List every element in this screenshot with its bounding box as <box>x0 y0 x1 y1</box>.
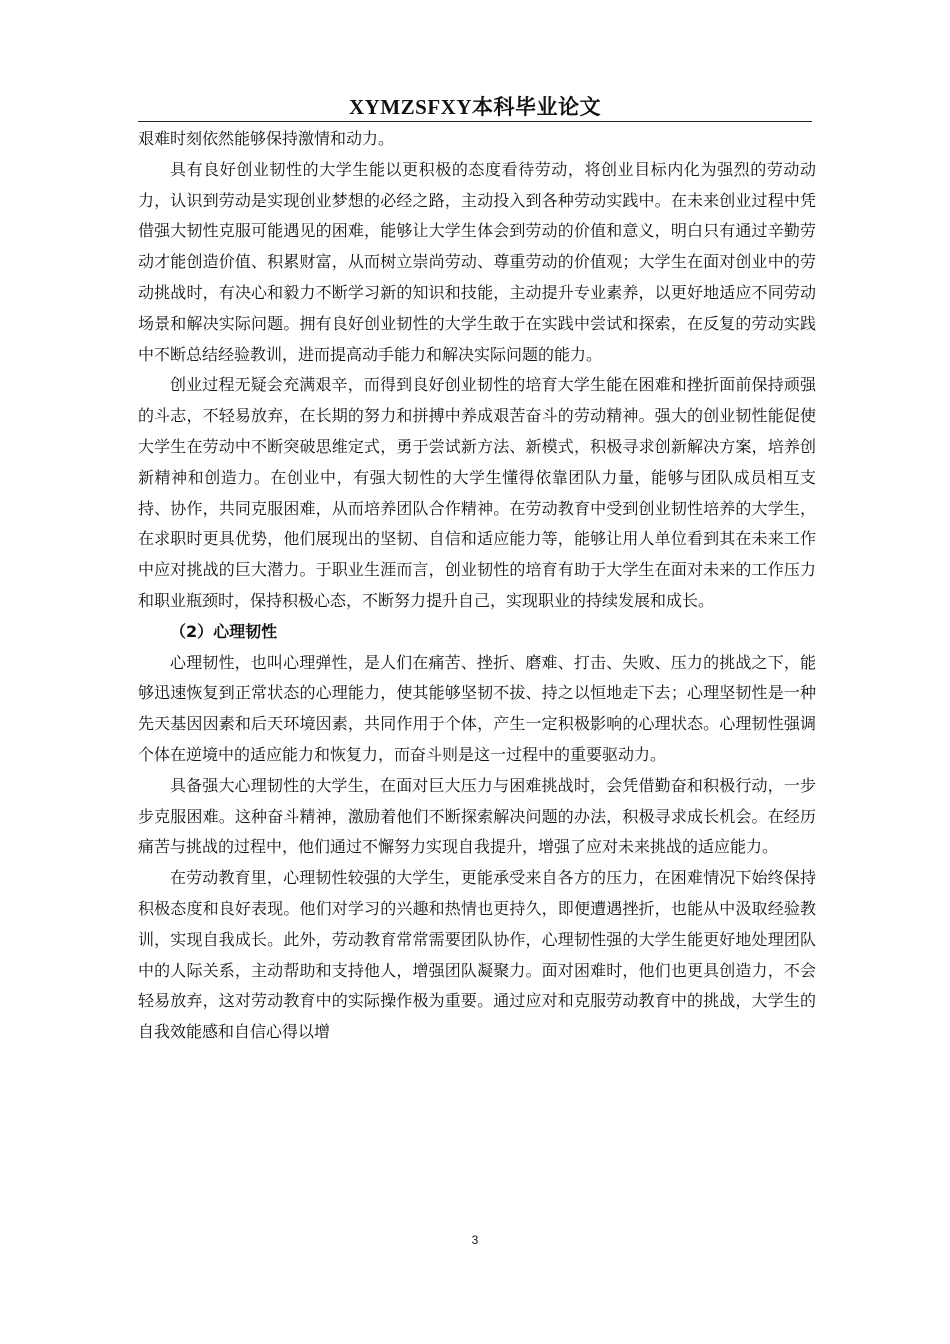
paragraph: 在劳动教育里，心理韧性较强的大学生，更能承受来自各方的压力，在困难情况下始终保持积极态度和良好表现。他们对学习的兴趣和热情也更持久，即便遭遇挫折，也能从中汲取经验教训，实现自我成长。此外，劳动教育常常需要团队协作，心理韧性强的大学生能更好地处理团队中的人际关系，主动帮助和支持他人，增强团队凝聚力。面对困难时，他们也更具创造力，不会轻易放弃，这对劳动教育中的实际操作极为重要。通过应对和克服劳动教育中的挑战，大学生的自我效能感和自信心得以增 <box>138 868 816 1042</box>
paragraph: 创业过程无疑会充满艰辛，而得到良好创业韧性的培育大学生能在困难和挫折面前保持顽强的斗志，不轻易放弃，在长期的努力和拼搏中养成艰苦奋斗的劳动精神。强大的创业韧性能促使大学生在劳动中不断突破思维定式，勇于尝试新方法、新模式，积极寻求创新解决方案，培养创新精神和创造力。在创业中，有强大韧性的大学生懂得依靠团队力量，能够与团队成员相互支持、协作，共同克服困难，从而培养团队合作精神。在劳动教育中受到创业韧性培养的大学生，在求职时更具优势，他们展现出的坚韧、自信和适应能力等，能够让用人单位看到其在未来工作中应对挑战的巨大潜力。于职业生涯而言，创业韧性的培育有助于大学生在面对未来的工作压力和职业瓶颈时，保持积极心态，不断努力提升自己，实现职业的持续发展和成长。 <box>138 375 816 610</box>
page-number: 3 <box>471 1233 479 1247</box>
section-heading: （2）心理韧性 <box>170 621 278 641</box>
header-divider <box>138 121 812 122</box>
paragraph: 具有良好创业韧性的大学生能以更积极的态度看待劳动，将创业目标内化为强烈的劳动动力，认识到劳动是实现创业梦想的必经之路，主动投入到各种劳动实践中。在未来创业过程中凭借强大韧性克服可能遇见的困难，能够让大学生体会到劳动的价值和意义，明白只有通过辛勤劳动才能创造价值、积累财富，从而树立崇尚劳动、尊重劳动的价值观；大学生在面对创业中的劳动挑战时，有决心和毅力不断学习新的知识和技能，主动提升专业素养，以更好地适应不同劳动场景和解决实际问题。拥有良好创业韧性的大学生敢于在实践中尝试和探索，在反复的劳动实践中不断总结经验教训，进而提高动手能力和解决实际问题的能力。 <box>138 159 816 364</box>
paragraph: 心理韧性，也叫心理弹性，是人们在痛苦、挫折、磨难、打击、失败、压力的挑战之下，能够迅速恢复到正常状态的心理能力，使其能够坚韧不拔、持之以恒地走下去；心理坚韧性是一种先天基因因素和后天环境因素，共同作用于个体，产生一定积极影响的心理状态。心理韧性强调个体在逆境中的适应能力和恢复力，而奋斗则是这一过程中的重要驱动力。 <box>138 652 816 764</box>
paragraph-continuation: 艰难时刻依然能够保持激情和动力。 <box>138 129 395 148</box>
header-title: XYMZSFXY本科毕业论文 <box>349 95 601 119</box>
paragraph: 具备强大心理韧性的大学生，在面对巨大压力与困难挑战时，会凭借勤奋和积极行动，一步步克服困难。这种奋斗精神，激励着他们不断探索解决问题的办法，积极寻求成长机会。在经历痛苦与挑战的过程中，他们通过不懈努力实现自我提升，增强了应对未来挑战的适应能力。 <box>138 775 816 857</box>
body-text <box>138 124 816 1048</box>
